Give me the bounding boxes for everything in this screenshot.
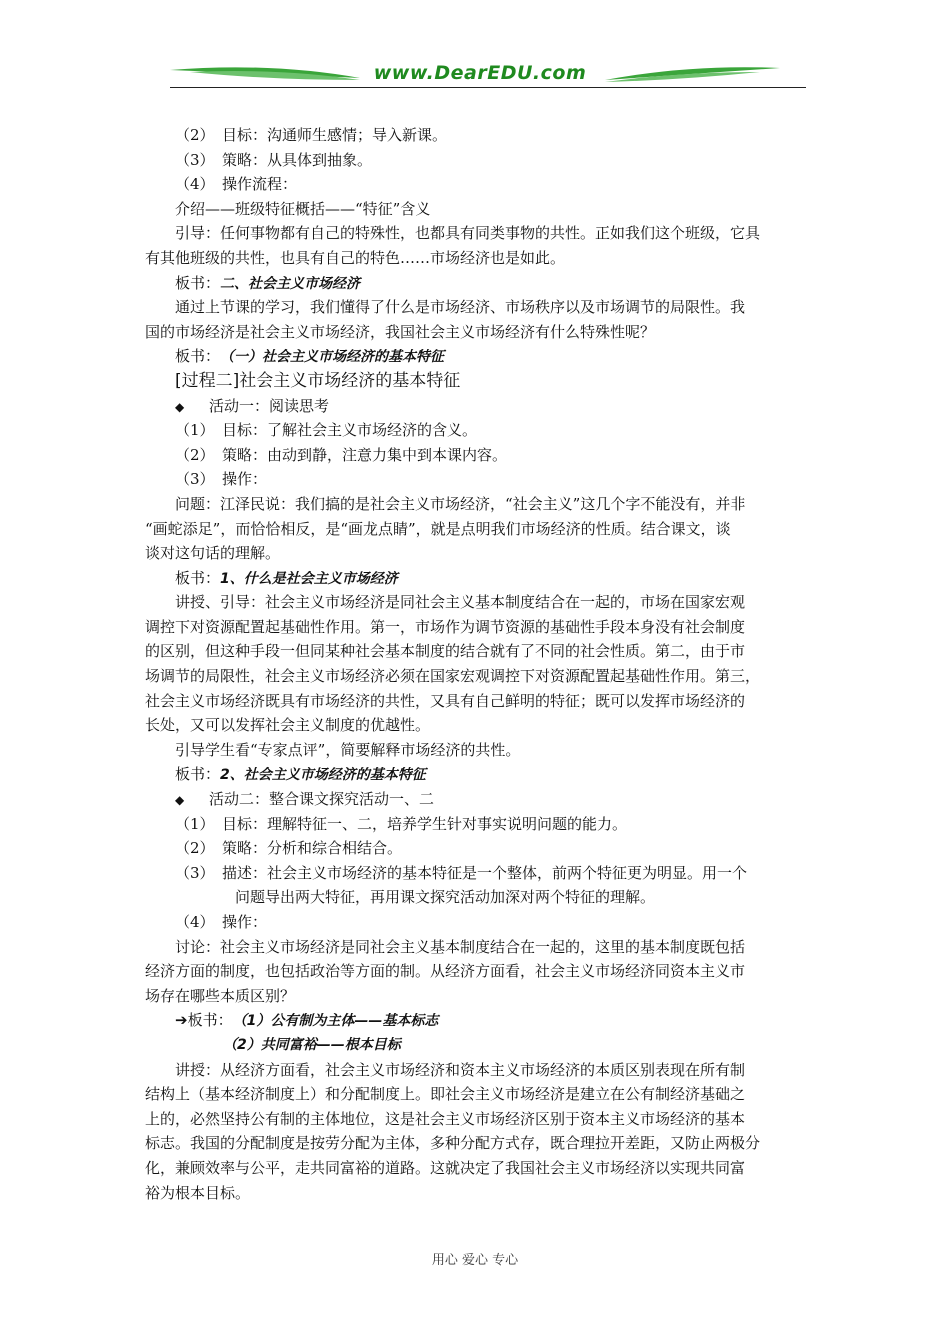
text-line: 引导学生看“专家点评”，简要解释市场经济的共性。 (175, 740, 521, 759)
text-line: 裕为根本目标。 (145, 1183, 251, 1202)
board-title: 2、社会主义市场经济的基本特征 (220, 767, 426, 784)
text-line: （1） 目标：了解社会主义市场经济的含义。 (175, 421, 478, 440)
site-header (150, 58, 810, 94)
text-line: （2） 策略：分析和综合相结合。 (175, 839, 403, 858)
board-heading (175, 1008, 810, 1033)
activity-title: 活动二：整合课文探究活动一、二 (209, 790, 435, 809)
text-line: “画蛇添足”，而恰恰相反，是“画龙点睛”，就是点明我们市场经济的性质。结合课文，谈 (145, 519, 731, 538)
text-line: 的区别，但这种手段一但同某种社会基本制度的结合就有了不同的社会性质。第二，由于市 (145, 642, 746, 661)
diamond-bullet-icon: ◆ (175, 399, 185, 414)
text-line: 场调节的局限性，社会主义市场经济必须在国家宏观调控下对资源配置起基础性作用。第三， (145, 667, 761, 686)
text-line: （2） 目标：沟通师生感情；导入新课。 (175, 126, 448, 144)
board-heading (175, 344, 810, 369)
text-line: 标志。我国的分配制度是按劳分配为主体，多种分配方式存，既合理拉开差距，又防止两极分 (145, 1134, 761, 1153)
text-line: 引导：任何事物都有自己的特殊性，也都具有同类事物的共性。正如我们这个班级，它具 (175, 224, 761, 243)
text-line: 场存在哪些本质区别？ (145, 986, 296, 1005)
header-divider (170, 87, 806, 88)
text-line: 经济方面的制度，也包括政治等方面的制。从经济方面看，社会主义市场经济同资本主义市 (145, 962, 746, 981)
text-line: 结构上（基本经济制度上）和分配制度上。即社会主义市场经济是建立在公有制经济基础之 (145, 1085, 746, 1104)
text-line: 问题导出两大特征，再用课文探究活动加深对两个特征的理解。 (235, 888, 656, 907)
text-line: 调控下对资源配置起基础性作用。第一，市场作为调节资源的基础性手段本身没有社会制度 (145, 617, 746, 636)
text-line: 讨论：社会主义市场经济是同社会主义基本制度结合在一起的，这里的基本制度既包括 (175, 937, 746, 956)
text-line: （3） 描述：社会主义市场经济的基本特征是一个整体，前两个特征更为明显。用一个 (175, 863, 748, 882)
board-title: （2）共同富裕——根本目标 (223, 1036, 401, 1053)
text-line: 社会主义市场经济既具有市场经济的共性，又具有自己鲜明的特征；既可以发挥市场经济的 (145, 691, 746, 710)
board-heading (175, 566, 810, 591)
text-line: （3） 操作： (175, 470, 268, 489)
board-label: ➔板书： (175, 1011, 233, 1030)
board-label: 板书： (175, 568, 221, 587)
text-line: 问题：江泽民说：我们搞的是社会主义市场经济，“社会主义”这几个字不能没有，并非 (175, 494, 746, 513)
text-line: 化，兼顾效率与公平，走共同富裕的道路。这就决定了我国社会主义市场经济以实现共同富 (145, 1158, 746, 1177)
board-title: （1）公有制为主体——基本标志 (232, 1013, 439, 1030)
activity-heading (175, 394, 810, 419)
board-label: 板书： (175, 347, 221, 366)
text-line: 谈对这句话的理解。 (145, 544, 281, 563)
text-line: 有其他班级的共性，也具有自己的特色……市场经济也是如此。 (145, 248, 566, 267)
text-line: 上的，必然坚持公有制的主体地位，这是社会主义市场经济区别于资本主义市场经济的基本 (145, 1109, 746, 1128)
board-title: （一）社会主义市场经济的基本特征 (220, 349, 445, 366)
section-heading: [过程二]社会主义市场经济的基本特征 (175, 370, 461, 391)
board-title: 二、社会主义市场经济 (220, 275, 361, 292)
text-line: 长处，又可以发挥社会主义制度的优越性。 (145, 716, 431, 735)
board-label: 板书： (175, 273, 221, 292)
board-heading (175, 762, 810, 787)
board-label: 板书： (175, 765, 221, 784)
text-line: 通过上节课的学习，我们懂得了什么是市场经济、市场秩序以及市场调节的局限性。我 (175, 298, 746, 317)
text-line: 讲授、引导：社会主义市场经济是同社会主义基本制度结合在一起的，市场在国家宏观 (175, 593, 746, 612)
site-logo[interactable]: www.DearEDU.com (373, 62, 587, 84)
text-line: （3） 策略：从具体到抽象。 (175, 150, 373, 169)
text-line: 讲授：从经济方面看，社会主义市场经济和资本主义市场经济的本质区别表现在所有制 (175, 1060, 746, 1079)
activity-title: 活动一：阅读思考 (209, 396, 330, 415)
text-line: （4） 操作流程： (175, 175, 298, 194)
document-body (145, 123, 810, 1205)
text-line: 介绍——班级特征概括——“特征”含义 (175, 199, 431, 218)
activity-heading (175, 787, 810, 812)
text-line: （4） 操作： (175, 913, 268, 931)
diamond-bullet-icon: ◆ (175, 793, 185, 808)
text-line: 国的市场经济是社会主义市场经济，我国社会主义市场经济有什么特殊性呢？ (145, 322, 656, 341)
board-title: 1、什么是社会主义市场经济 (220, 570, 398, 587)
text-line: （2） 策略：由动到静，注意力集中到本课内容。 (175, 445, 508, 464)
text-line: （1） 目标：理解特征一、二，培养学生针对事实说明问题的能力。 (175, 814, 628, 833)
page-footer: 用心 爱心 专心 (431, 1253, 519, 1268)
board-heading (175, 271, 810, 296)
